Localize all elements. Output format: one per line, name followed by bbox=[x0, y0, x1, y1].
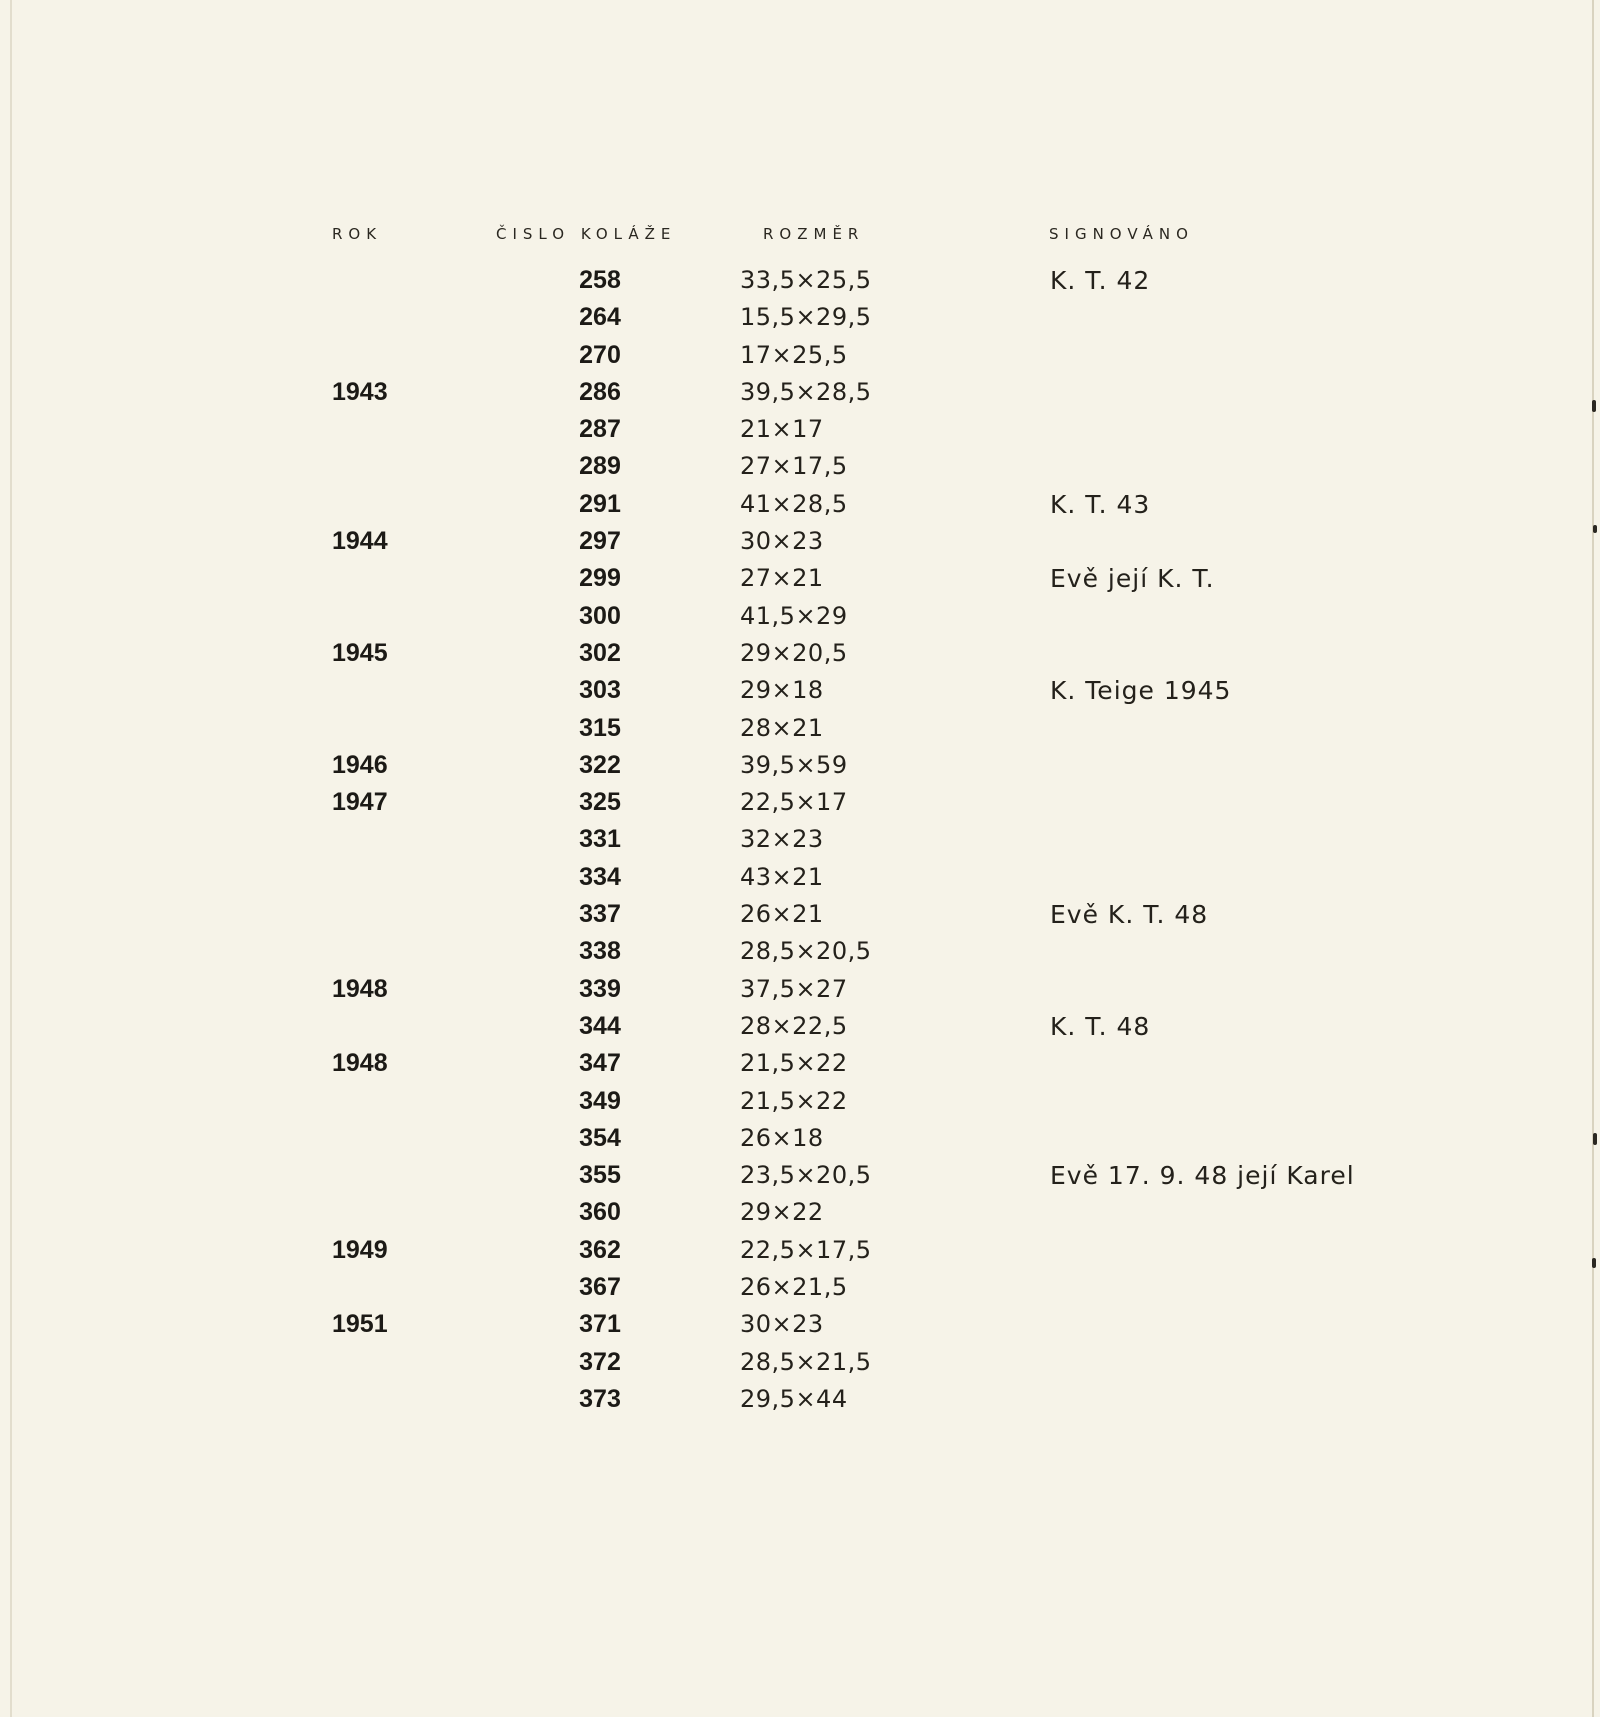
column-header-signed: SIGNOVÁNO bbox=[1049, 225, 1194, 243]
collage-number-cell: 334 bbox=[579, 862, 621, 891]
collage-number-cell: 347 bbox=[579, 1049, 621, 1078]
binding-mark bbox=[1592, 1258, 1596, 1268]
collage-number-cell: 286 bbox=[579, 377, 621, 406]
collage-number-cell: 349 bbox=[579, 1086, 621, 1115]
table-row bbox=[0, 262, 1600, 299]
dimensions-cell: 29×18 bbox=[740, 676, 824, 705]
table-row bbox=[0, 635, 1600, 672]
year-cell: 1948 bbox=[332, 974, 388, 1003]
dimensions-cell: 30×23 bbox=[740, 1310, 824, 1339]
column-header-dimensions: ROZMĚR bbox=[763, 225, 865, 243]
collage-number-cell: 355 bbox=[579, 1161, 621, 1190]
dimensions-cell: 28×22,5 bbox=[740, 1011, 848, 1040]
dimensions-cell: 37,5×27 bbox=[740, 974, 848, 1003]
column-header-collage-number: ČISLO KOLÁŽE bbox=[496, 225, 677, 243]
dimensions-cell: 17×25,5 bbox=[740, 340, 848, 369]
collage-number-cell: 372 bbox=[579, 1347, 621, 1376]
table-row bbox=[0, 1194, 1600, 1231]
collage-number-cell: 338 bbox=[579, 937, 621, 966]
signature-cell: Evě její K. T. bbox=[1050, 564, 1215, 594]
collage-number-cell: 297 bbox=[579, 527, 621, 556]
dimensions-cell: 29×22 bbox=[740, 1198, 824, 1227]
table-row bbox=[0, 896, 1600, 933]
table-row bbox=[0, 747, 1600, 784]
dimensions-cell: 22,5×17,5 bbox=[740, 1235, 872, 1264]
dimensions-cell: 32×23 bbox=[740, 825, 824, 854]
dimensions-cell: 39,5×28,5 bbox=[740, 377, 872, 406]
dimensions-cell: 23,5×20,5 bbox=[740, 1161, 872, 1190]
table-row bbox=[0, 859, 1600, 896]
collage-number-cell: 339 bbox=[579, 974, 621, 1003]
dimensions-cell: 27×21 bbox=[740, 564, 824, 593]
collage-number-cell: 302 bbox=[579, 638, 621, 667]
year-cell: 1951 bbox=[332, 1310, 388, 1339]
table-row bbox=[0, 598, 1600, 635]
table-row bbox=[0, 1344, 1600, 1381]
table-row bbox=[0, 710, 1600, 747]
collage-number-cell: 362 bbox=[579, 1235, 621, 1264]
year-cell: 1948 bbox=[332, 1049, 388, 1078]
table-row bbox=[0, 1157, 1600, 1194]
table-row bbox=[0, 523, 1600, 560]
dimensions-cell: 33,5×25,5 bbox=[740, 266, 872, 294]
dimensions-cell: 15,5×29,5 bbox=[740, 303, 872, 332]
dimensions-cell: 21×17 bbox=[740, 415, 824, 444]
dimensions-cell: 30×23 bbox=[740, 527, 824, 556]
dimensions-cell: 26×18 bbox=[740, 1123, 824, 1152]
dimensions-cell: 28,5×20,5 bbox=[740, 937, 872, 966]
collage-number-cell: 371 bbox=[579, 1310, 621, 1339]
year-cell: 1945 bbox=[332, 638, 388, 667]
binding-mark bbox=[1592, 400, 1596, 412]
table-row bbox=[0, 933, 1600, 970]
dimensions-cell: 41×28,5 bbox=[740, 489, 848, 518]
collage-number-cell: 322 bbox=[579, 750, 621, 779]
collage-number-cell: 367 bbox=[579, 1273, 621, 1302]
table-row bbox=[0, 1083, 1600, 1120]
table-row bbox=[0, 1120, 1600, 1157]
collage-number-cell: 300 bbox=[579, 601, 621, 630]
binding-mark bbox=[1593, 1133, 1597, 1145]
collage-number-cell: 258 bbox=[579, 266, 621, 294]
table-row bbox=[0, 1045, 1600, 1082]
year-cell: 1944 bbox=[332, 527, 388, 556]
dimensions-cell: 39,5×59 bbox=[740, 750, 848, 779]
table-row bbox=[0, 971, 1600, 1008]
table-row bbox=[0, 299, 1600, 336]
table-row bbox=[0, 1269, 1600, 1306]
collage-number-cell: 344 bbox=[579, 1011, 621, 1040]
year-cell: 1949 bbox=[332, 1235, 388, 1264]
collage-number-cell: 270 bbox=[579, 340, 621, 369]
dimensions-cell: 27×17,5 bbox=[740, 452, 848, 481]
signature-cell: K. T. 42 bbox=[1050, 266, 1151, 295]
year-cell: 1943 bbox=[332, 377, 388, 406]
signature-cell: K. T. 43 bbox=[1050, 489, 1151, 519]
dimensions-cell: 28×21 bbox=[740, 713, 824, 742]
collage-number-cell: 303 bbox=[579, 676, 621, 705]
table-row bbox=[0, 1008, 1600, 1045]
table-row bbox=[0, 560, 1600, 597]
dimensions-cell: 21,5×22 bbox=[740, 1049, 848, 1078]
collage-number-cell: 299 bbox=[579, 564, 621, 593]
year-cell: 1947 bbox=[332, 788, 388, 817]
collage-number-cell: 337 bbox=[579, 900, 621, 929]
collage-number-cell: 325 bbox=[579, 788, 621, 817]
dimensions-cell: 28,5×21,5 bbox=[740, 1347, 872, 1376]
dimensions-cell: 29×20,5 bbox=[740, 638, 848, 667]
collage-number-cell: 291 bbox=[579, 489, 621, 518]
signature-cell: K. Teige 1945 bbox=[1050, 676, 1232, 706]
signature-cell: K. T. 48 bbox=[1050, 1011, 1151, 1041]
collage-number-cell: 373 bbox=[579, 1384, 621, 1413]
table-row bbox=[0, 821, 1600, 858]
collage-number-cell: 331 bbox=[579, 825, 621, 854]
table-row bbox=[0, 1381, 1600, 1418]
table-row bbox=[0, 672, 1600, 709]
table-row bbox=[0, 448, 1600, 485]
dimensions-cell: 43×21 bbox=[740, 862, 824, 891]
collage-number-cell: 360 bbox=[579, 1198, 621, 1227]
dimensions-cell: 21,5×22 bbox=[740, 1086, 848, 1115]
signature-cell: Evě 17. 9. 48 její Karel bbox=[1050, 1161, 1355, 1191]
table-row bbox=[0, 486, 1600, 523]
dimensions-cell: 41,5×29 bbox=[740, 601, 848, 630]
collage-number-cell: 354 bbox=[579, 1123, 621, 1152]
signature-cell: Evě K. T. 48 bbox=[1050, 900, 1209, 930]
collage-number-cell: 287 bbox=[579, 415, 621, 444]
collage-number-cell: 289 bbox=[579, 452, 621, 481]
table-row bbox=[0, 1232, 1600, 1269]
collage-number-cell: 264 bbox=[579, 303, 621, 332]
dimensions-cell: 22,5×17 bbox=[740, 788, 848, 817]
collage-number-cell: 315 bbox=[579, 713, 621, 742]
table-row bbox=[0, 1306, 1600, 1343]
year-cell: 1946 bbox=[332, 750, 388, 779]
binding-mark bbox=[1593, 525, 1597, 533]
dimensions-cell: 26×21,5 bbox=[740, 1273, 848, 1302]
table-row bbox=[0, 411, 1600, 448]
dimensions-cell: 26×21 bbox=[740, 900, 824, 929]
table-row bbox=[0, 374, 1600, 411]
table-row bbox=[0, 337, 1600, 374]
column-header-year: ROK bbox=[332, 225, 383, 243]
table-row bbox=[0, 784, 1600, 821]
table-body bbox=[0, 262, 1600, 1418]
dimensions-cell: 29,5×44 bbox=[740, 1384, 848, 1413]
